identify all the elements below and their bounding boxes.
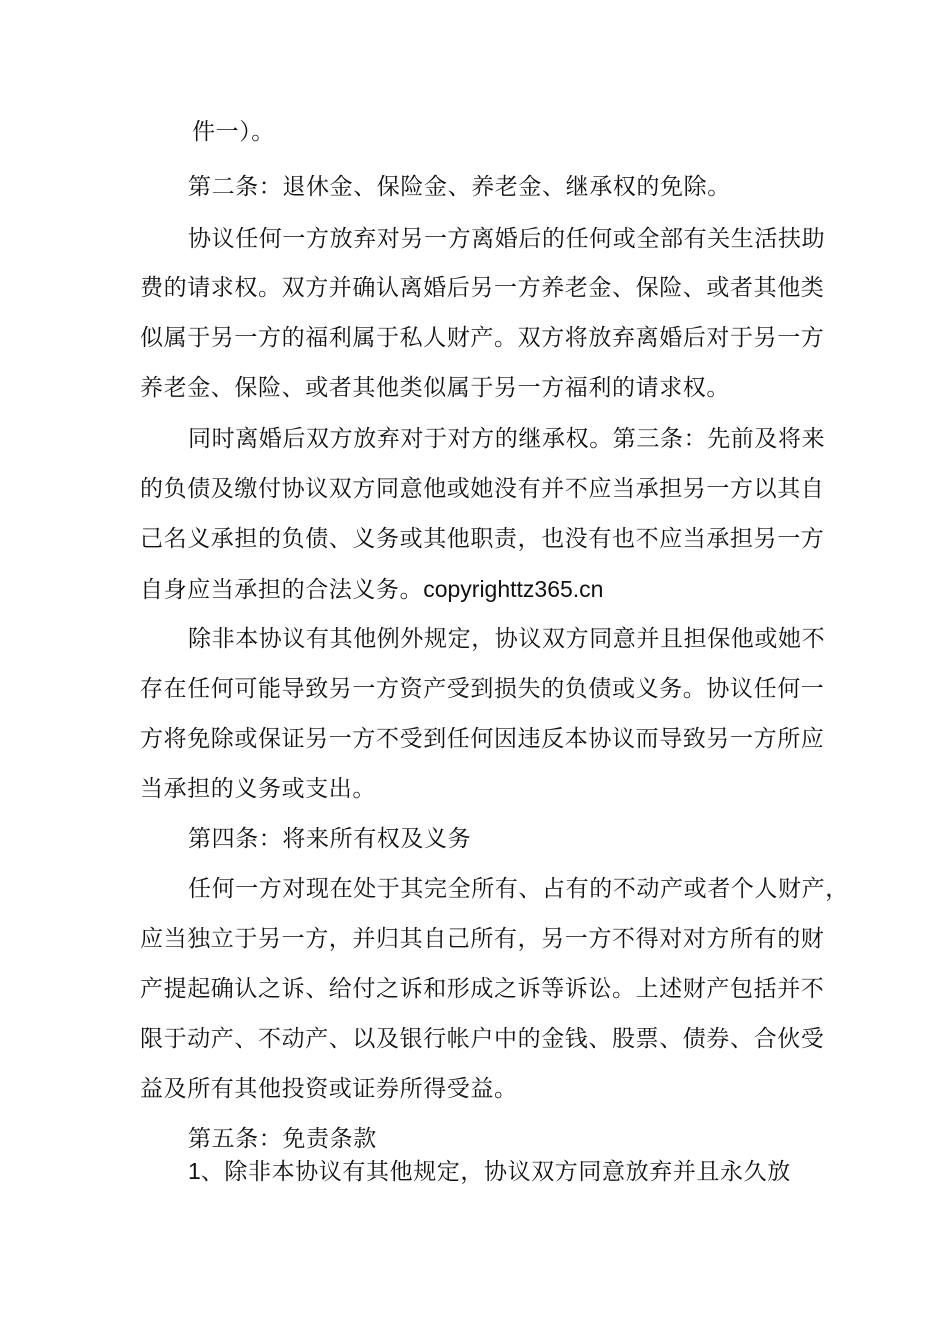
text-line-7: 同时离婚后双方放弃对于对方的继承权。第三条：先前及将来 bbox=[188, 426, 826, 452]
text-line-17: 应当独立于另一方，并归其自己所有，另一方不得对对方所有的财 bbox=[140, 926, 825, 952]
text-line-10 bbox=[140, 574, 603, 605]
text-line-10-body: 自身应当承担的合法义务。 bbox=[140, 577, 424, 603]
text-line-5: 似属于另一方的福利属于私人财产。双方将放弃离婚后对于另一方 bbox=[140, 325, 825, 351]
text-line-22 bbox=[188, 1156, 791, 1187]
text-line-18: 产提起确认之诉、给付之诉和形成之诉等诉讼。上述财产包括并不 bbox=[140, 976, 825, 1002]
watermark-text: copyrighttz365.cn bbox=[423, 576, 604, 602]
text-line-3: 协议任何一方放弃对另一方离婚后的任何或全部有关生活扶助 bbox=[188, 226, 826, 252]
text-line-13: 方将免除或保证另一方不受到任何因违反本协议而导致另一方所应 bbox=[140, 726, 825, 752]
text-line-20: 益及所有其他投资或证券所得受益。 bbox=[140, 1076, 518, 1102]
text-line-4: 费的请求权。双方并确认离婚后另一方养老金、保险、或者其他类 bbox=[140, 275, 825, 301]
text-line-22-body: 、除非本协议有其他规定，协议双方同意放弃并且永久放 bbox=[200, 1159, 791, 1185]
text-line-8: 的负债及缴付协议双方同意他或她没有并不应当承担另一方以其自 bbox=[140, 476, 825, 502]
text-line-19: 限于动产、不动产、以及银行帐户中的金钱、股票、债券、合伙受 bbox=[140, 1026, 825, 1052]
text-line-16: 任何一方对现在处于其完全所有、占有的不动产或者个人财产， bbox=[188, 876, 849, 902]
text-line-9: 己名义承担的负债、义务或其他职责，也没有也不应当承担另一方 bbox=[140, 526, 825, 552]
article-2-heading: 第二条：退休金、保险金、养老金、继承权的免除。 bbox=[188, 174, 731, 200]
text-line-11: 除非本协议有其他例外规定，协议双方同意并且担保他或她不 bbox=[188, 626, 826, 652]
item-number: 1 bbox=[188, 1158, 201, 1184]
text-line-14: 当承担的义务或支出。 bbox=[140, 776, 376, 802]
text-line-12: 存在任何可能导致另一方资产受到损失的负债或义务。协议任何一 bbox=[140, 676, 825, 702]
article-4-heading: 第四条：将来所有权及义务 bbox=[188, 826, 472, 852]
text-line-1: 件一）。 bbox=[192, 119, 275, 145]
text-line-6: 养老金、保险、或者其他类似属于另一方福利的请求权。 bbox=[140, 375, 730, 401]
article-5-heading: 第五条：免责条款 bbox=[188, 1126, 377, 1152]
